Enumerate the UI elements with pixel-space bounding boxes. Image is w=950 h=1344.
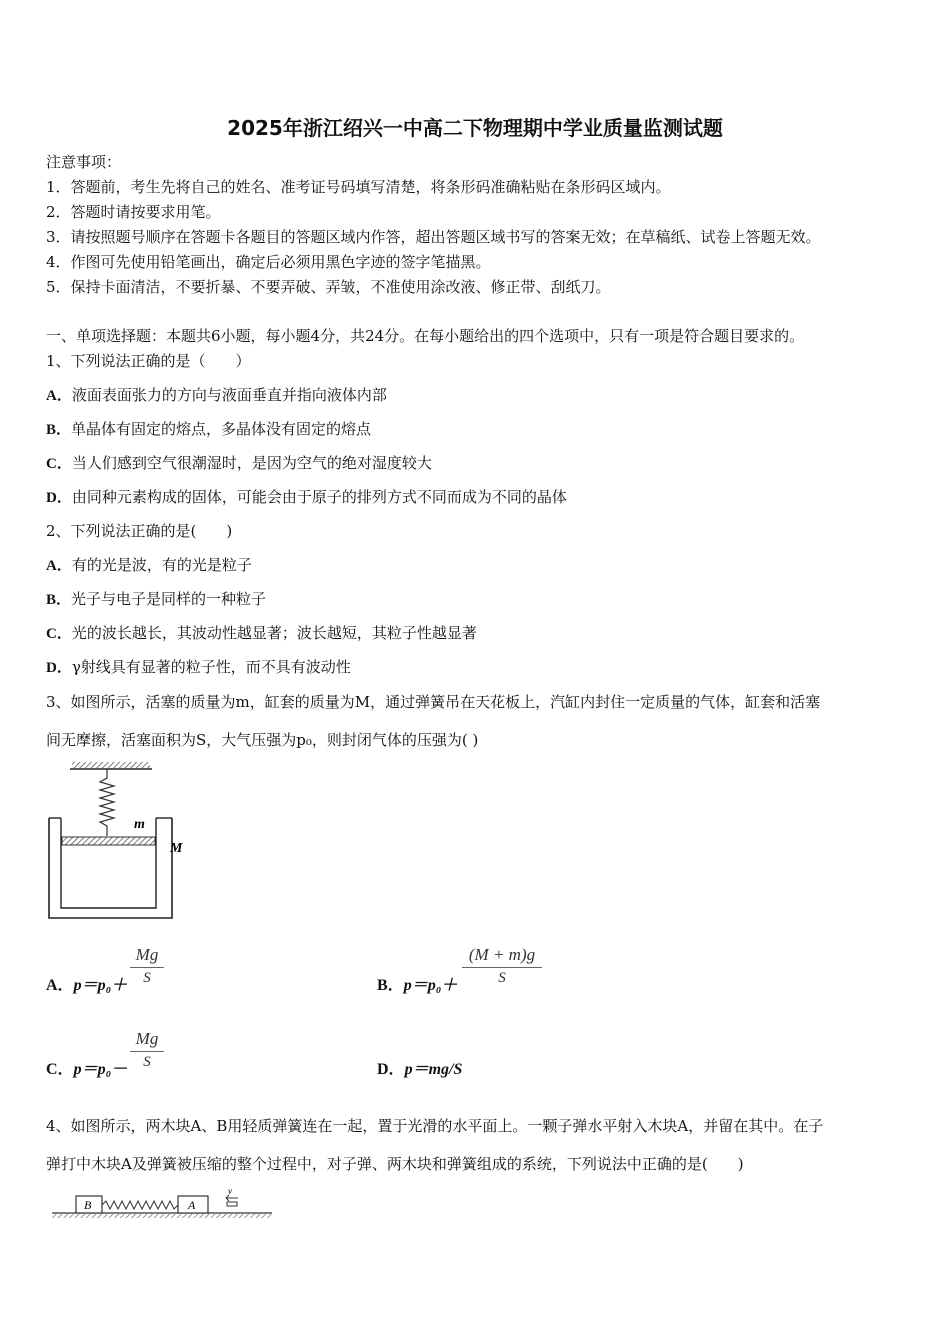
spring [100, 769, 114, 836]
q2-option-a-text: 有的光是波，有的光是粒子 [71, 556, 252, 574]
section-heading: 一、单项选择题：本题共6小题，每小题4分，共24分。在每小题给出的四个选项中，只有一项是符合题目要求的。 [46, 327, 805, 345]
q1-option-a-label: A． [46, 388, 72, 404]
q3-stem-line2: 间无摩擦，活塞面积为S，大气压强为p₀，则封闭气体的压强为( ) [46, 731, 479, 749]
notice-item-3: 3．请按照题号顺序在答题卡各题目的答题区域内作答，超出答题区域书写的答案无效；在草稿纸、试卷上答题无效。 [46, 228, 821, 246]
q2-option-b-label: B． [46, 592, 72, 608]
q2-stem: 2、下列说法正确的是( ) [46, 522, 233, 540]
q2-option-a [46, 555, 252, 576]
q2-option-c [46, 623, 477, 644]
notice-heading: 注意事项： [46, 153, 122, 171]
q2-option-b [46, 589, 266, 610]
q3-option-b [377, 972, 457, 995]
q2-option-b-text: 光子与电子是同样的一种粒子 [71, 590, 267, 608]
q3-option-c-numerator: Mg [135, 1029, 159, 1048]
notice-item-1: 1．答题前，考生先将自己的姓名、准考证号码填写清楚，将条形码准确粘贴在条形码区域内。 [46, 178, 671, 196]
block-a-label: A [188, 1198, 196, 1212]
notice-item-5: 5．保持卡面清洁，不要折暴、不要弄破、弄皱，不准使用涂改液、修正带、刮纸刀。 [46, 278, 611, 296]
q3-option-a-expr: p＝p₀＋ [73, 977, 128, 994]
piston-label: m [134, 817, 145, 832]
q3-option-b-fraction [462, 945, 542, 987]
q3-option-a-fraction [130, 945, 164, 987]
fraction-bar [462, 967, 542, 968]
q3-option-d-label: D． [377, 1061, 405, 1078]
q3-option-b-expr: p＝p₀＋ [403, 977, 458, 994]
q3-option-a-denominator: S [143, 970, 151, 986]
q3-option-d [377, 1056, 462, 1079]
q2-option-a-label: A． [46, 558, 72, 574]
q3-figure-spring-cylinder [44, 758, 194, 924]
q4-figure-blocks-spring [50, 1186, 274, 1220]
q1-option-c-label: C． [46, 456, 72, 472]
bullet [227, 1202, 237, 1206]
q2-option-d-label: D． [46, 660, 72, 676]
q3-option-b-denominator: S [498, 970, 506, 986]
q3-option-d-expr: p＝mg/S [404, 1061, 463, 1078]
q2-option-d-text: γ射线具有显著的粒子性，而不具有波动性 [71, 658, 351, 676]
q3-stem-line1: 3、如图所示，活塞的质量为m，缸套的质量为M，通过弹簧吊在天花板上，汽缸内封住一定质量的气体，缸套和活塞 [46, 693, 821, 711]
spring-horizontal [102, 1201, 178, 1209]
q1-option-a [46, 385, 387, 406]
q1-option-c-text: 当人们感到空气很潮湿时，是因为空气的绝对湿度较大 [71, 454, 432, 472]
q3-option-a-label: A． [46, 977, 74, 994]
q3-option-b-label: B． [377, 977, 404, 994]
q1-option-d-text: 由同种元素构成的固体，可能会由于原子的排列方式不同而成为不同的晶体 [71, 488, 567, 506]
q3-option-b-numerator: (M + m)g [468, 945, 536, 964]
q3-option-a [46, 972, 127, 995]
ceiling-hatch [72, 762, 150, 768]
q3-option-c [46, 1056, 127, 1079]
q1-option-d [46, 487, 567, 508]
q4-stem-line1: 4、如图所示，两木块A、B用轻质弹簧连在一起，置于光滑的水平面上。一颗子弹水平射入木块A，并留在其中。在子 [46, 1117, 824, 1135]
cylinder-label: M [170, 841, 183, 856]
q1-option-d-label: D． [46, 490, 72, 506]
q1-option-a-text: 液面表面张力的方向与液面垂直并指向液体内部 [71, 386, 387, 404]
q3-option-c-label: C． [46, 1061, 74, 1078]
block-b-label: B [84, 1198, 92, 1212]
notice-item-4: 4．作图可先使用铅笔画出，确定后必须用黑色字迹的签字笔描黑。 [46, 253, 491, 271]
q4-stem-line2: 弹打中木块A及弹簧被压缩的整个过程中，对子弹、两木块和弹簧组成的系统，下列说法中正确的是( ) [46, 1155, 744, 1173]
q1-option-b-text: 单晶体有固定的熔点，多晶体没有固定的熔点 [71, 420, 372, 438]
q2-option-d [46, 657, 351, 678]
velocity-label: v [228, 1186, 232, 1196]
q3-option-c-fraction [130, 1029, 164, 1071]
q1-option-b [46, 419, 371, 440]
piston-hatch [62, 837, 155, 845]
q1-stem: 1、下列说法正确的是（ ） [46, 352, 251, 370]
ground-hatch [52, 1214, 272, 1218]
q1-option-b-label: B． [46, 422, 72, 438]
q3-option-c-denominator: S [143, 1054, 151, 1070]
fraction-bar [130, 967, 164, 968]
cylinder-outline [49, 818, 172, 918]
page-title: 2025年浙江绍兴一中高二下物理期中学业质量监测试题 [227, 116, 723, 140]
fraction-bar [130, 1051, 164, 1052]
q1-option-c [46, 453, 432, 474]
q2-option-c-text: 光的波长越长，其波动性越显著；波长越短，其粒子性越显著 [71, 624, 477, 642]
q2-option-c-label: C． [46, 626, 72, 642]
q3-option-a-numerator: Mg [135, 945, 159, 964]
notice-item-2: 2．答题时请按要求用笔。 [46, 203, 221, 221]
q3-option-c-expr: p＝p₀－ [73, 1061, 128, 1078]
